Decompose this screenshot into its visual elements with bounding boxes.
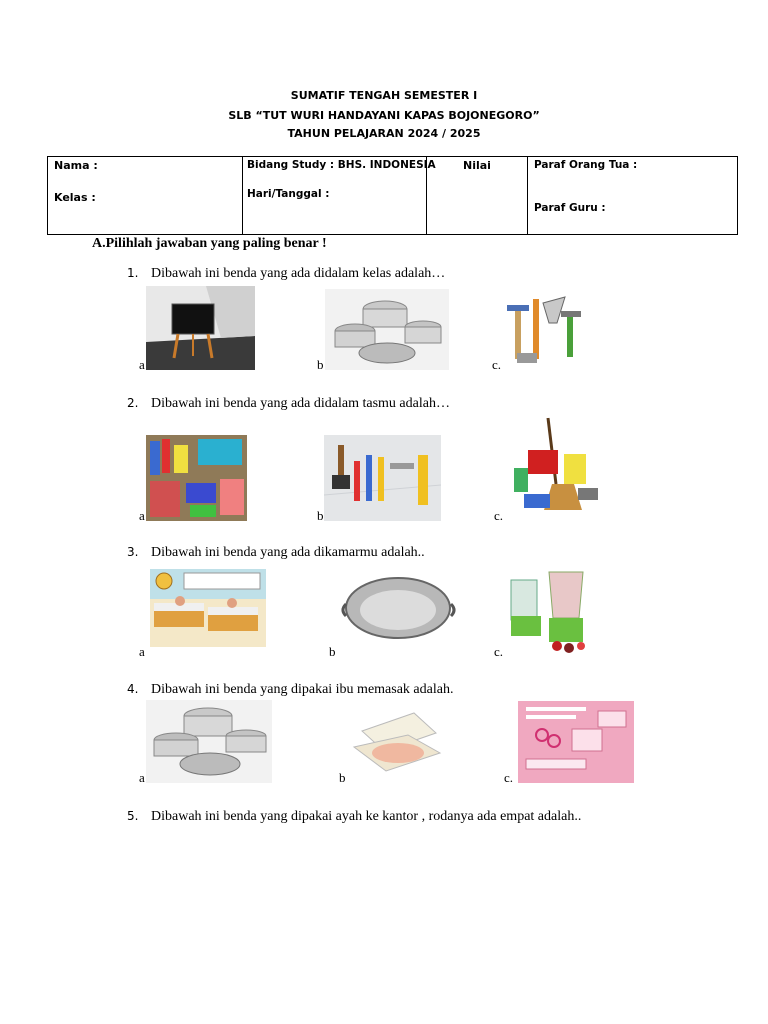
option-c: c. — [494, 508, 504, 523]
stationery-image — [146, 435, 247, 521]
cleaning-tools-image — [508, 414, 603, 520]
question-text: Dibawah ini benda yang ada didalam tasmu adalah… — [151, 396, 450, 411]
student-info-table — [47, 156, 738, 235]
question-3 — [127, 545, 425, 561]
signature-cell — [528, 157, 738, 235]
score-label: Nilai — [463, 159, 491, 172]
question-number: 3. — [127, 545, 139, 559]
option-b: b — [317, 357, 324, 372]
class-label: Kelas : — [54, 191, 96, 204]
question-5 — [127, 809, 581, 825]
wok-pan-image — [338, 570, 459, 654]
question-1 — [127, 266, 445, 282]
name-class-cell — [48, 157, 243, 235]
option-a: a — [139, 770, 145, 785]
garden-tools-image — [324, 435, 441, 521]
cooking-pots-image — [325, 289, 449, 370]
option-a: a — [139, 644, 145, 659]
school-name: SLB “TUT WURI HANDAYANI KAPAS BOJONEGORO” — [228, 109, 540, 122]
question-number: 5. — [127, 809, 139, 823]
parent-signature-label: Paraf Orang Tua : — [534, 159, 638, 171]
score-cell — [427, 157, 528, 235]
question-text: Dibawah ini benda yang dipakai ibu memasak adalah. — [151, 682, 454, 697]
question-text: Dibawah ini benda yang ada didalam kelas adalah… — [151, 266, 446, 281]
exam-title: SUMATIF TENGAH SEMESTER I — [290, 89, 478, 102]
name-label: Nama : — [54, 159, 98, 172]
powder-compact-image — [348, 709, 449, 781]
option-c: c. — [494, 644, 504, 659]
subject-label: Bidang Study : BHS. INDONESIA — [247, 159, 436, 171]
option-c: c. — [504, 770, 514, 785]
blackboard-easel-image — [146, 286, 255, 370]
question-2 — [127, 396, 450, 412]
subject-date-cell — [243, 157, 436, 235]
question-4 — [127, 682, 453, 698]
question-text: Dibawah ini benda yang dipakai ayah ke kantor , rodanya ada empat adalah.. — [151, 809, 582, 824]
blender-image — [507, 566, 594, 654]
option-b: b — [339, 770, 346, 785]
section-title: A.Pilihlah jawaban yang paling benar ! — [92, 236, 327, 251]
bedroom-image — [150, 569, 266, 647]
option-c: c. — [492, 357, 502, 372]
date-label: Hari/Tanggal : — [247, 188, 330, 200]
pink-stationery-image — [518, 701, 634, 783]
cooking-pots-image — [146, 700, 272, 783]
option-a: a — [139, 357, 145, 372]
school-year: TAHUN PELAJARAN 2024 / 2025 — [287, 127, 481, 140]
question-text: Dibawah ini benda yang ada dikamarmu adalah.. — [151, 545, 425, 560]
option-b: b — [329, 644, 336, 659]
question-number: 1. — [127, 266, 139, 280]
question-number: 2. — [127, 396, 139, 410]
option-b: b — [317, 508, 324, 523]
carpentry-tools-image — [503, 293, 586, 368]
question-number: 4. — [127, 682, 139, 696]
option-a: a — [139, 508, 145, 523]
teacher-signature-label: Paraf Guru : — [534, 202, 606, 214]
